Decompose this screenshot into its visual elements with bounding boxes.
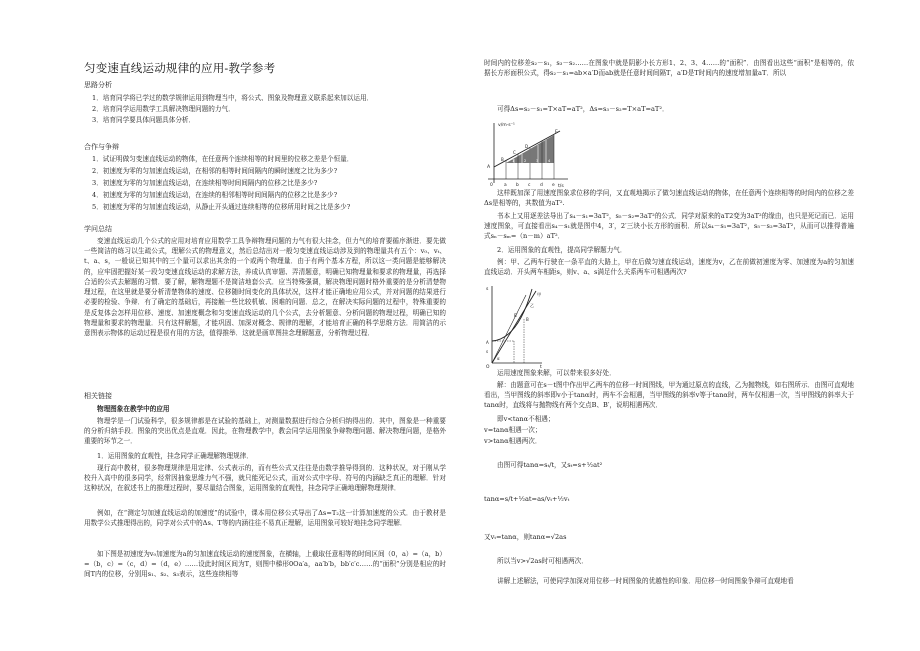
fig1-axis-y-label: v/m·s⁻¹ bbox=[498, 123, 515, 128]
discussion-item-1: 1．试证明做匀变速直线运动的物体，在任意两个连续相等的时间里的位移之差是个恒量． bbox=[92, 155, 354, 163]
fig2-parabola bbox=[492, 289, 535, 341]
right-paragraph-8: 解：由题意可在s－t图中作出甲乙两车的位移一时间图线，甲为通过原点的直线，乙为抛物线，如右图所示．由图可直观地看出，当甲图线的斜率即v小于tanα时，两车不会相遇，当甲图线的斜率v等于tanα时，两车仅相遇一次，当甲图线的斜率大于tanα时，直线将与抛物线有两个交点B、B′，说明相遇两次． bbox=[484, 381, 854, 410]
right-paragraph-5: 2．运用图象的直观性，提高同学解题力气． bbox=[497, 246, 627, 254]
right-paragraph-9: 即v<tanα不相遇； bbox=[497, 415, 555, 423]
document-title: 匀变速直线运动规律的应用-教学参考 bbox=[84, 61, 276, 75]
right-paragraph-10: v=tanα相遇一次； bbox=[484, 426, 542, 434]
fig1-strip-number: 1 bbox=[512, 159, 515, 163]
fig2-axis-y-label: s bbox=[486, 287, 489, 292]
analysis-item-3: 3．培育同学要具体问题具体分析． bbox=[92, 116, 196, 124]
fig1-tick-label: b bbox=[516, 183, 519, 188]
right-paragraph-4: 书本上又用逐差法导出了s₄－s₁=3aT²，s₅－s₂=3aT²的公式．同学对原来的aT2变为3aT²的缘由，也只是死记而已．运用速度图象，可直接看出s₄－s₁就是图中4，3′，2′三块小长方形的面积．所以s₄－s₁=3aT²，s₅－s₂=3aT²，从而可以推得普遍式sₙ－sₘ=（n－m）aT²． bbox=[484, 212, 854, 241]
fig1-strip-number: 2 bbox=[524, 159, 527, 163]
analysis-item-2: 2．培育同学运用数学工具解决物理问题的力气． bbox=[92, 105, 235, 113]
right-paragraph-12: 所以当v>√2as时可相遇两次． bbox=[497, 557, 588, 565]
links-subheading: 物理图象在教学中的应用 bbox=[97, 405, 170, 413]
displacement-time-figure bbox=[484, 281, 546, 369]
fig1-tick-label: c bbox=[528, 183, 531, 188]
section-heading-summary: 学问总结 bbox=[84, 225, 112, 233]
discussion-item-4: 4．初速度为零的匀加速直线运动，在连续的相邻相等时间间隔内的位移之比是多少? bbox=[92, 191, 338, 199]
fig2-point-label: B bbox=[526, 317, 529, 322]
right-paragraph-6: 例：甲、乙两车行驶在一条平直的大路上，甲在后做匀速直线运动，速度为v，乙在前做初速度为零、加速度为a的匀加速直线运动．开头两车相距s，则v、a、s满足什么关系两车可相遇两次? bbox=[484, 258, 854, 277]
right-paragraph-13: 讲解上述解法，可使同学加深对用位移一时间图象的优越性的印象．用位移一时间图象争辩可直观地看 bbox=[497, 577, 794, 585]
links-paragraph-4: 例如，在“测定匀加速直线运动的加速度”的试验中，课本用位移公式导出了Δs=T₂这一计算加速度的公式．由于教材是用数学公式推理得出的，同学对公式中的Δs、T等的内涵往往不易真正理解，运用图象可较好地挂念同学理解． bbox=[84, 509, 446, 528]
fig2-axis-x-label: t bbox=[540, 365, 542, 369]
fig1-axis-x-label: t/s bbox=[558, 184, 564, 189]
fig1-tick-label: d bbox=[540, 183, 543, 188]
summary-paragraph: 变速直线运动几个公式的应用对培育应用数学工具争辩物理问题的力气有很大挂念，但力气的培育要循序渐进．要先做一些简洁的练习以生疏公式，理解公式的物理意义，然后总结出对一般匀变速直线运动涉及到的物理量共有五个：v₀、vₜ、t、a、s，一般说已知其中的三个量可以求出其余的一个或两个物理量．由于有两个基本方程，所以这一类问题是能够解决的，应牢固把握好某一段匀变速直线运动的求解方法，养成认真审题、弄清题意，明确已知物理量和要求的物理量，再选择合适的公式去解题的习惯．要了解，解物理题不是简洁地套公式．应当特殊强调，解决物理问题时格外重要的是分析清楚物理过程，在这里就是要分析清楚物体的速度、位移随时间变化的具体状况，这样才能正确地应用公式，并对问题的结果进行必要的检验、争辩．有了确定的基础后，再接触一些比较机敏、困难的问题．总之，在解决实际问题的过程中，特殊重要的是反复体会怎样用位移、速度、加速度概念和匀变速直线运动的几个公式，去分析题意、分析问题的物理过程，明确已知的物理量和要求的物理量．只有这样解题，才能巩固、加深对概念、规律的理解，才能培育正确的科学思维方法．用简洁的示意图表示物体的运动过程是很有用的方法，值得推举．这就是画草图挂念理解题意，分析物理过程． bbox=[84, 237, 446, 337]
section-heading-discussion: 合作与争辩 bbox=[84, 143, 119, 151]
equation-3: 又vₜ=tanα，则tanα=√2as bbox=[484, 533, 567, 541]
fig1-tick-label: e bbox=[552, 183, 555, 188]
fig1-point-label: E bbox=[555, 130, 558, 135]
discussion-item-3: 3．初速度为零的匀加速直线运动，在连续相等时间间隔内的位移之比是多少? bbox=[92, 179, 318, 187]
fig2-s-label: s bbox=[486, 349, 489, 354]
links-paragraph-2: 1．运用图象的直观性，挂念同学正确理解物理规律． bbox=[97, 452, 253, 460]
fig1-tick-label: a bbox=[504, 183, 507, 188]
links-paragraph-1: 物理学是一门试验科学，很多规律都是在试验的基础上，对测量数据进行综合分析归纳得出的．其中，图象是一种重要的分析归纳手段．图象的突出优点是直观．因此，在物理教学中，教会同学运用图象争辩物理问题、解决物理问题，是格外重要的环节之一． bbox=[84, 417, 446, 446]
right-paragraph-1: 时间内的位移差s₂－s₁，s₃－s₂……在图象中就是阴影小长方形1、2、3、4……的“面积”．由图看出这些“面积”是相等的，依据长方形面积公式，得s₂－s₁=ab×a′D而ab就是任意时间间隔T，a′D是T时间内的速度增加量aT．所以 bbox=[484, 59, 854, 78]
section-heading-analysis: 思路分析 bbox=[84, 81, 112, 89]
fig1-point-label: B bbox=[501, 157, 504, 162]
section-heading-links: 相关链接 bbox=[84, 392, 112, 400]
equation-2: tanα=s/t+½at=as/vₜ+½vₜ bbox=[484, 495, 570, 503]
fig2-origin-label: O bbox=[486, 365, 490, 369]
analysis-item-1: 1．培育同学将已学过的数学规律运用到物理当中，将公式、图象及物理意义联系起来加以运用． bbox=[92, 94, 374, 102]
fig1-strip-number: 4 bbox=[548, 159, 551, 163]
discussion-item-5: 5．初速度为零的匀加速直线运动，从静止开头通过连续相等的位移所用时间之比是多少? bbox=[92, 203, 351, 211]
right-paragraph-11: v>tanα相遇两次． bbox=[484, 437, 542, 445]
fig2-line-2 bbox=[492, 295, 526, 363]
right-paragraph-7: 运用速度图象来解，可以带来很多好处． bbox=[497, 369, 616, 377]
fig2-angle-label: α bbox=[497, 356, 500, 361]
fig1-tick-label: 0 bbox=[490, 183, 493, 188]
fig1-point-label: D bbox=[525, 144, 529, 149]
right-paragraph-3: 这样既加深了用速度图象求位移的学问，又直观地揭示了做匀速直线运动的物体，在任意两个连续相等的时间内的位移之差Δs是相等的，其数值为aT². bbox=[484, 189, 854, 208]
fig2-curve-label: 乙 bbox=[530, 303, 535, 308]
equation-1: 由图可得tanα=sₜ/t，又sₜ=s+½at² bbox=[497, 461, 603, 469]
links-paragraph-5: 如下图是初速度为v₀加速度为a的匀加速直线运动的速度图象，在横轴，上截取任意相等的时间区间（0，a）=（a，b）=（b，c）=（c，d）=（d，e）……设此时间区间为T，则图中梯形0Oa′a，aa′b′b，bb′c′c……的“面积”分别是相应的时间T内的位移，分别用s₁、s₂、s₃表示，这些连续相等 bbox=[84, 550, 446, 579]
velocity-time-figure bbox=[484, 117, 574, 189]
fig2-point-label: A bbox=[486, 340, 489, 345]
discussion-item-2: 2．初速度为零的匀加速直线运动，在相邻的相等时间间隔内的瞬时速度之比为多少? bbox=[92, 167, 338, 175]
fig1-strip-number: 3 bbox=[536, 159, 539, 163]
fig2-point-label: B′ bbox=[514, 313, 518, 318]
right-paragraph-2: 可得Δs=s₂－s₁=T×aT=aT²，Δs=s₃－s₂=T×aT=aT²． bbox=[497, 105, 669, 113]
fig1-point-label: C bbox=[513, 150, 516, 155]
fig2-curve-label: 甲 bbox=[537, 292, 542, 297]
links-paragraph-3: 现行高中教材，很多物理规律是用定律、公式表示的，而有些公式又往往是由数学推导得到的．这种状况，对于刚从学校升入高中的很多同学，经常因抽象思维力气不强，就只能死记公式，而对公式中字母、符号的内涵缺乏真正的理解．针对这种状况，在叙述书上的推理过程时，要尽量结合图象，运用图象的直观性，挂念同学正确地理解物理规律． bbox=[84, 464, 446, 493]
fig1-point-label: A bbox=[487, 165, 491, 170]
